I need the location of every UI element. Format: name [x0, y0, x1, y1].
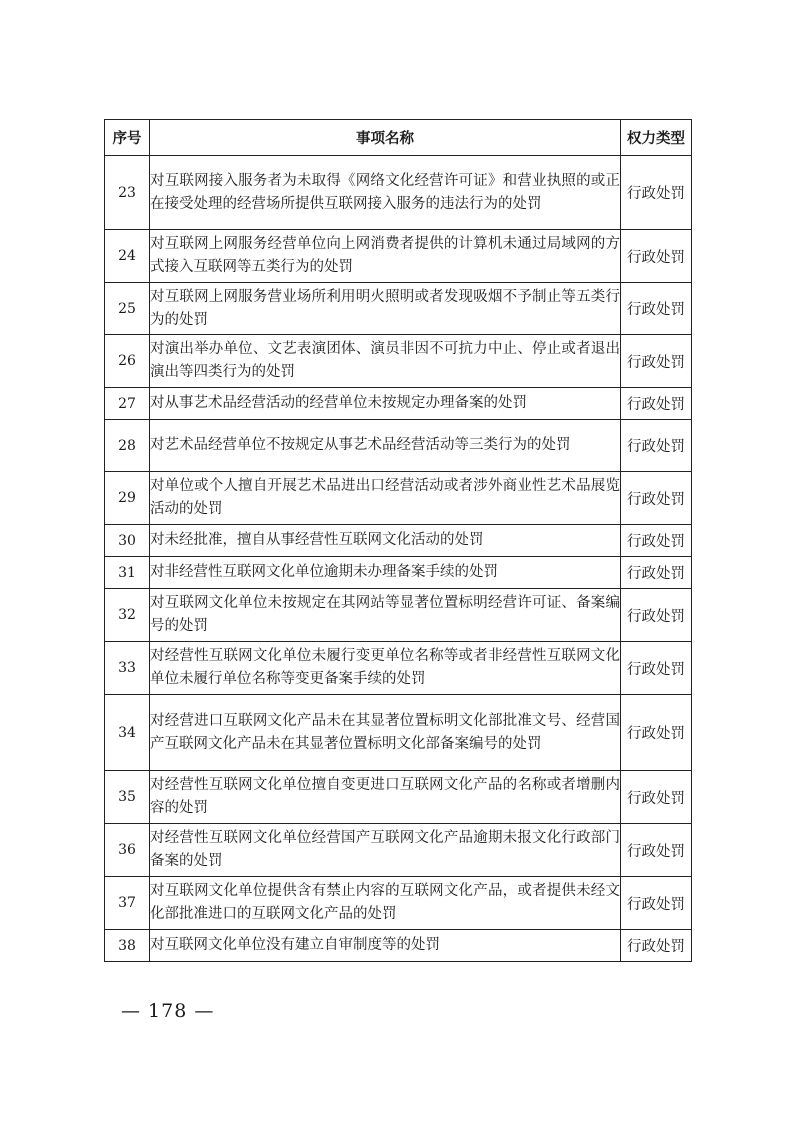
table-row	[105, 695, 692, 771]
row-no: 33	[105, 642, 150, 695]
row-type: 行政处罚	[621, 824, 692, 877]
table-row	[105, 525, 692, 557]
row-name: 对互联网文化单位没有建立自审制度等的处罚	[150, 930, 621, 962]
row-type: 行政处罚	[621, 771, 692, 824]
row-name: 对未经批准，擅自从事经营性互联网文化活动的处罚	[150, 525, 621, 557]
row-type: 行政处罚	[621, 877, 692, 930]
row-type: 行政处罚	[621, 557, 692, 589]
row-type: 行政处罚	[621, 230, 692, 283]
table-row	[105, 877, 692, 930]
header-name: 事项名称	[150, 120, 621, 156]
row-type: 行政处罚	[621, 642, 692, 695]
page-number: — 178 —	[121, 1000, 215, 1022]
row-no: 37	[105, 877, 150, 930]
row-type: 行政处罚	[621, 930, 692, 962]
row-type: 行政处罚	[621, 388, 692, 420]
row-name: 对互联网文化单位未按规定在其网站等显著位置标明经营许可证、备案编号的处罚	[150, 589, 621, 642]
row-type: 行政处罚	[621, 420, 692, 472]
row-no: 23	[105, 156, 150, 230]
table-row	[105, 388, 692, 420]
row-name: 对互联网接入服务者为未取得《网络文化经营许可证》和营业执照的或正在接受处理的经营场所提供互联网接入服务的违法行为的处罚	[150, 156, 621, 230]
row-no: 24	[105, 230, 150, 283]
table-row	[105, 472, 692, 525]
row-name: 对经营性互联网文化单位擅自变更进口互联网文化产品的名称或者增删内容的处罚	[150, 771, 621, 824]
row-no: 31	[105, 557, 150, 589]
row-name: 对演出举办单位、文艺表演团体、演员非因不可抗力中止、停止或者退出演出等四类行为的处罚	[150, 335, 621, 388]
table-row	[105, 771, 692, 824]
table-row	[105, 557, 692, 589]
row-type: 行政处罚	[621, 283, 692, 335]
row-name: 对互联网上网服务经营单位向上网消费者提供的计算机未通过局域网的方式接入互联网等五类行为的处罚	[150, 230, 621, 283]
row-type: 行政处罚	[621, 589, 692, 642]
table-row	[105, 283, 692, 335]
header-type: 权力类型	[621, 120, 692, 156]
row-type: 行政处罚	[621, 472, 692, 525]
table-row	[105, 930, 692, 962]
row-name: 对艺术品经营单位不按规定从事艺术品经营活动等三类行为的处罚	[150, 420, 621, 472]
power-items-table	[104, 119, 692, 962]
table-row	[105, 420, 692, 472]
row-no: 34	[105, 695, 150, 771]
row-type: 行政处罚	[621, 335, 692, 388]
row-no: 32	[105, 589, 150, 642]
table-row	[105, 824, 692, 877]
row-name: 对互联网文化单位提供含有禁止内容的互联网文化产品，或者提供未经文化部批准进口的互联网文化产品的处罚	[150, 877, 621, 930]
table-row	[105, 230, 692, 283]
table-row	[105, 335, 692, 388]
row-name: 对经营性互联网文化单位未履行变更单位名称等或者非经营性互联网文化单位未履行单位名称等变更备案手续的处罚	[150, 642, 621, 695]
row-type: 行政处罚	[621, 156, 692, 230]
row-type: 行政处罚	[621, 525, 692, 557]
header-no: 序号	[105, 120, 150, 156]
row-name: 对从事艺术品经营活动的经营单位未按规定办理备案的处罚	[150, 388, 621, 420]
row-no: 26	[105, 335, 150, 388]
row-no: 36	[105, 824, 150, 877]
row-name: 对非经营性互联网文化单位逾期未办理备案手续的处罚	[150, 557, 621, 589]
row-no: 30	[105, 525, 150, 557]
row-name: 对互联网上网服务营业场所利用明火照明或者发现吸烟不予制止等五类行为的处罚	[150, 283, 621, 335]
row-no: 25	[105, 283, 150, 335]
row-name: 对单位或个人擅自开展艺术品进出口经营活动或者涉外商业性艺术品展览活动的处罚	[150, 472, 621, 525]
table-row	[105, 642, 692, 695]
table-row	[105, 156, 692, 230]
table-row	[105, 589, 692, 642]
row-no: 27	[105, 388, 150, 420]
row-no: 38	[105, 930, 150, 962]
row-name: 对经营进口互联网文化产品未在其显著位置标明文化部批准文号、经营国产互联网文化产品未在其显著位置标明文化部备案编号的处罚	[150, 695, 621, 771]
row-no: 35	[105, 771, 150, 824]
row-type: 行政处罚	[621, 695, 692, 771]
row-no: 29	[105, 472, 150, 525]
row-name: 对经营性互联网文化单位经营国产互联网文化产品逾期未报文化行政部门备案的处罚	[150, 824, 621, 877]
table-header-row	[105, 120, 692, 156]
row-no: 28	[105, 420, 150, 472]
